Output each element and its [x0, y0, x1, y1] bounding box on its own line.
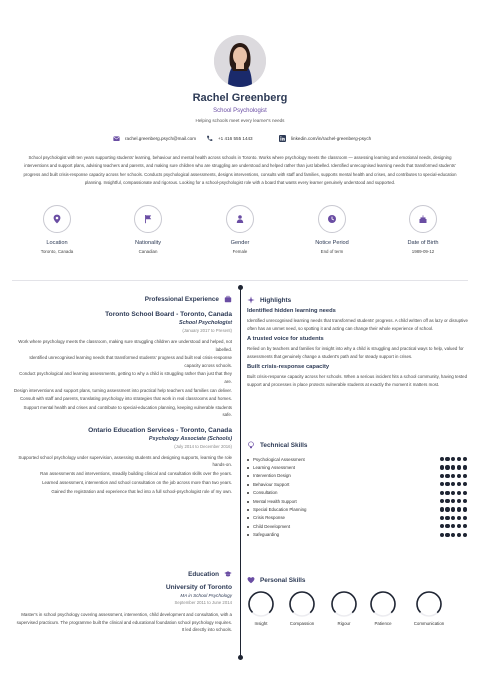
skill-row [247, 531, 469, 539]
highlight-text: Relied on by teachers and families for insight into why a child is struggling and practical ways to help, valued for assessments that genuinely change a student's path and for steady support in crises. [247, 346, 464, 359]
ring-arc [247, 590, 275, 618]
skill-name: Behaviour Support [247, 482, 289, 487]
rating-dot [457, 499, 461, 503]
skill-ring [369, 590, 397, 618]
personal-skill [363, 590, 403, 626]
rating-dot [463, 474, 467, 478]
ring-arc [369, 590, 397, 618]
personal-skills-section [247, 576, 469, 584]
experience-heading-text: Professional Experience [144, 295, 219, 303]
job-org: Ontario Education Services - Toronto, Canada [88, 426, 232, 434]
rating-dot [451, 465, 455, 469]
rating-dot [451, 499, 455, 503]
personal-skill-label: Rigour [337, 621, 351, 626]
skill-ring [247, 590, 275, 618]
heart-icon [247, 576, 255, 584]
timeline-dot [238, 285, 243, 290]
fact-value: Canadian [138, 249, 158, 254]
personal-skills-list [244, 590, 470, 630]
skill-row [247, 455, 469, 463]
personal-skill [409, 590, 449, 626]
rating-dot [457, 507, 461, 511]
rating-dot [463, 499, 467, 503]
rating-dot [451, 474, 455, 478]
rating-dot [445, 482, 449, 486]
rating-dot [440, 457, 444, 461]
linkedin-icon [279, 135, 286, 142]
skill-row [247, 497, 469, 505]
rating-dot [463, 516, 467, 520]
rating-dot [440, 516, 444, 520]
contact-email[interactable] [113, 135, 196, 142]
highlight-item [247, 308, 469, 332]
highlight-title: Identified hidden learning needs [247, 308, 336, 314]
fact-label: Notice Period [315, 240, 349, 246]
job-org: Toronto School Board - Toronto, Canada [105, 311, 232, 318]
job-bullet: Gained the registration and experience that led into a full school-psychologist role of my own. [51, 488, 232, 494]
skill-name: Special Education Planning [247, 507, 306, 512]
contact-linkedin[interactable] [279, 135, 371, 142]
fact-date-of-birth [383, 205, 463, 254]
rating-dot [451, 457, 455, 461]
map-pin-icon [52, 214, 62, 224]
contact-linkedin-text: linkedin.com/in/rachel-greenberg-psych [291, 136, 372, 141]
skill-row [247, 480, 469, 488]
fact-location [17, 205, 97, 254]
job-bullets [14, 454, 232, 495]
highlights-heading-text: Highlights [260, 296, 292, 304]
highlight-title: Built crisis-response capacity [247, 364, 330, 371]
skill-ring [415, 590, 443, 618]
clock-icon [327, 214, 337, 224]
fact-value: Toronto, Canada [40, 249, 74, 254]
technical-skills-heading-text: Technical Skills [260, 441, 308, 449]
education-degree: MA in School Psychology [180, 593, 232, 598]
highlight-text: Identified unrecognised learning needs that transformed students' progress. A child written off as lazy or disruptive often has an unmet need, so spotting it and acting can change their whole experience of school. [247, 318, 468, 331]
experience-section [14, 295, 232, 496]
skill-rating [440, 465, 469, 469]
education-text: Master's in school psychology covering assessment, intervention, child development and consultation, with a supervised practicum. The programme built the clinical and educational foundation school psychology requires. It led directly into schools. [16, 612, 232, 632]
highlights-section [247, 296, 469, 389]
highlight-text: Built crisis-response capacity across her schools. When a serious incident hits a school community, having tested support and processes in place protects vulnerable students at exactly the moment it matters most. [247, 374, 468, 387]
personal-skill-label: Communication [413, 621, 445, 626]
job-dates: (January 2017 to Present) [182, 328, 232, 333]
job-bullet: Design interventions and support plans, turning assessment into practical help teachers and families can deliver. [14, 387, 232, 393]
skill-name: Learning Assessment [247, 465, 295, 470]
section-divider [12, 280, 468, 281]
ring-arc [288, 590, 316, 618]
envelope-icon [113, 135, 120, 142]
fact-gender [200, 205, 280, 254]
rating-dot [451, 524, 455, 528]
rating-dot [445, 457, 449, 461]
rating-dot [457, 474, 461, 478]
rating-dot [463, 491, 467, 495]
lightbulb-icon [247, 441, 255, 449]
highlight-title: A trusted voice for students [247, 336, 324, 343]
highlight-item [247, 336, 469, 360]
flag-icon [143, 214, 153, 224]
rating-dot [463, 524, 467, 528]
skill-row [247, 505, 469, 513]
rating-dot [440, 491, 444, 495]
job-bullet: Ran assessments and interventions, steadily building clinical and consultation skills over the years. [40, 471, 232, 477]
personal-skill [324, 590, 364, 626]
profile-summary: School psychologist with ten years supporting students' learning, behaviour and mental health across schools in Toronto. Works where psychology meets the classroom — assessing learning and emotional needs, designing interventions and support plans, advising teachers and parents, and making sure children who are struggling are understood and helped rather than just labelled. Identified unrecognised learning needs that transformed students' progress and built crisis-response capacity across her schools. Conducts psychological assessments, designs interventions, consults with staff and families, supports mental health and crises, and contributes to special-education planning. Insightful, compassionate and rigorous. Looking for a school-psychologist role with a board that wants every learner genuinely understood and supported. [23, 155, 457, 186]
education-section [14, 570, 232, 634]
technical-skills-heading [247, 441, 469, 449]
rating-dot [440, 474, 444, 478]
job-bullet: Conduct psychological and learning assessments, getting to why a child is struggling rather than just that they are. [19, 371, 232, 384]
ring-arc [330, 590, 358, 618]
contact-bar [0, 135, 480, 145]
person-icon [235, 214, 245, 224]
skill-row [247, 472, 469, 480]
personal-skill-label: Insight [254, 621, 268, 626]
fact-label: Nationality [134, 240, 162, 246]
rating-dot [457, 491, 461, 495]
rating-dot [457, 482, 461, 486]
skill-rating [440, 491, 469, 495]
personal-skills-heading-text: Personal Skills [260, 576, 306, 584]
job-bullet: Learned assessment, intervention and school consultation on the job across more than two years. [42, 479, 232, 485]
skill-name: Intervention Design [247, 473, 291, 478]
rating-dot [451, 507, 455, 511]
highlight-item [247, 364, 469, 388]
phone-icon [206, 135, 213, 142]
rating-dot [451, 491, 455, 495]
fact-nationality [108, 205, 188, 254]
rating-dot [440, 499, 444, 503]
skill-name: Consultation [247, 490, 277, 495]
rating-dot [445, 465, 449, 469]
fact-label: Date of Birth [407, 240, 439, 246]
job-bullet: Supported school psychology under supervision, assessing students and designing supports, learning the role hands-on. [18, 454, 232, 468]
skill-row [247, 489, 469, 497]
skill-rating [440, 507, 469, 511]
skill-rating [440, 482, 469, 486]
technical-skills-section [247, 441, 469, 539]
rating-dot [457, 533, 461, 537]
job-bullet: Work where psychology meets the classroom, making sure struggling children are understood and helped, not labelled. [18, 339, 232, 352]
skill-rating [440, 516, 469, 520]
skill-name: Mental Health Support [247, 499, 297, 504]
rating-dot [457, 457, 461, 461]
rating-dot [463, 465, 467, 469]
skill-ring [330, 590, 358, 618]
profile-title: School Psychologist [213, 108, 267, 114]
education-heading-text: Education [188, 570, 219, 578]
skill-name: Crisis Response [247, 515, 285, 520]
personal-skill [282, 590, 322, 626]
rating-dot [463, 457, 467, 461]
rating-dot [445, 516, 449, 520]
rating-dot [463, 533, 467, 537]
skill-rating [440, 524, 469, 528]
rating-dot [440, 465, 444, 469]
skill-rating [440, 474, 469, 478]
skill-row [247, 522, 469, 530]
rating-dot [445, 491, 449, 495]
rating-dot [440, 507, 444, 511]
skill-rating [440, 499, 469, 503]
skill-row [247, 514, 469, 522]
skill-row [247, 463, 469, 471]
personal-skills-heading [247, 576, 469, 584]
rating-dot [463, 482, 467, 486]
personal-facts [0, 205, 480, 265]
education-heading [14, 570, 232, 578]
skill-ring [288, 590, 316, 618]
cake-icon [418, 214, 428, 224]
rating-dot [440, 482, 444, 486]
job-entry [14, 311, 232, 419]
job-role: School Psychologist [178, 320, 232, 326]
job-bullet: Consult with staff and parents, translating psychology into strategies that work in real classrooms and homes. [20, 396, 232, 402]
rating-dot [445, 533, 449, 537]
sparkle-icon [247, 296, 255, 304]
ring-arc [415, 590, 443, 618]
rating-dot [451, 516, 455, 520]
fact-value: End of term [320, 249, 344, 254]
rating-dot [445, 474, 449, 478]
fact-value: Female [232, 249, 248, 254]
skill-name: Psychological Assessment [247, 457, 305, 462]
experience-heading [14, 295, 232, 303]
skill-rating [440, 457, 469, 461]
skill-rating [440, 533, 469, 537]
job-entry [14, 427, 232, 495]
briefcase-icon [224, 295, 232, 303]
contact-phone-text: +1 416 555 1443 [218, 136, 253, 141]
job-bullet: Support mental health and crises and contribute to special-education planning, keeping vulnerable students safe. [23, 404, 232, 418]
timeline-dot [238, 655, 243, 660]
personal-skill [241, 590, 281, 626]
rating-dot [440, 533, 444, 537]
profile-name: Rachel Greenberg [192, 92, 288, 104]
highlights-heading [247, 296, 469, 304]
skill-name: Safeguarding [247, 532, 279, 537]
contact-email-text: rachel.greenberg.psych@mail.com [125, 136, 197, 141]
job-dates: (July 2014 to December 2016) [174, 443, 232, 449]
rating-dot [463, 507, 467, 511]
job-bullets [14, 338, 232, 419]
graduation-cap-icon [224, 570, 232, 578]
job-role: Psychology Associate (Schools) [148, 435, 232, 442]
rating-dot [451, 533, 455, 537]
technical-skills-list [247, 455, 469, 539]
education-dates: September 2011 to June 2014 [174, 600, 232, 605]
fact-label: Location [46, 240, 68, 246]
contact-phone[interactable] [206, 135, 253, 142]
skill-name: Child Development [247, 524, 290, 529]
rating-dot [457, 524, 461, 528]
profile-tagline: Helping schools meet every learner's needs [195, 118, 285, 123]
job-bullet: Identified unrecognised learning needs that transformed students' progress and built real crisis-response capacity across schools. [29, 355, 232, 368]
rating-dot [445, 507, 449, 511]
rating-dot [457, 516, 461, 520]
rating-dot [445, 524, 449, 528]
rating-dot [457, 465, 461, 469]
fact-value: 1989-09-12 [411, 249, 435, 254]
personal-skill-label: Patience [374, 621, 392, 626]
personal-skill-label: Compassion [289, 621, 315, 626]
education-org: University of Toronto [165, 584, 232, 591]
avatar [214, 35, 266, 87]
fact-label: Gender [230, 240, 250, 246]
rating-dot [445, 499, 449, 503]
rating-dot [440, 524, 444, 528]
fact-notice-period [292, 205, 372, 254]
rating-dot [451, 482, 455, 486]
